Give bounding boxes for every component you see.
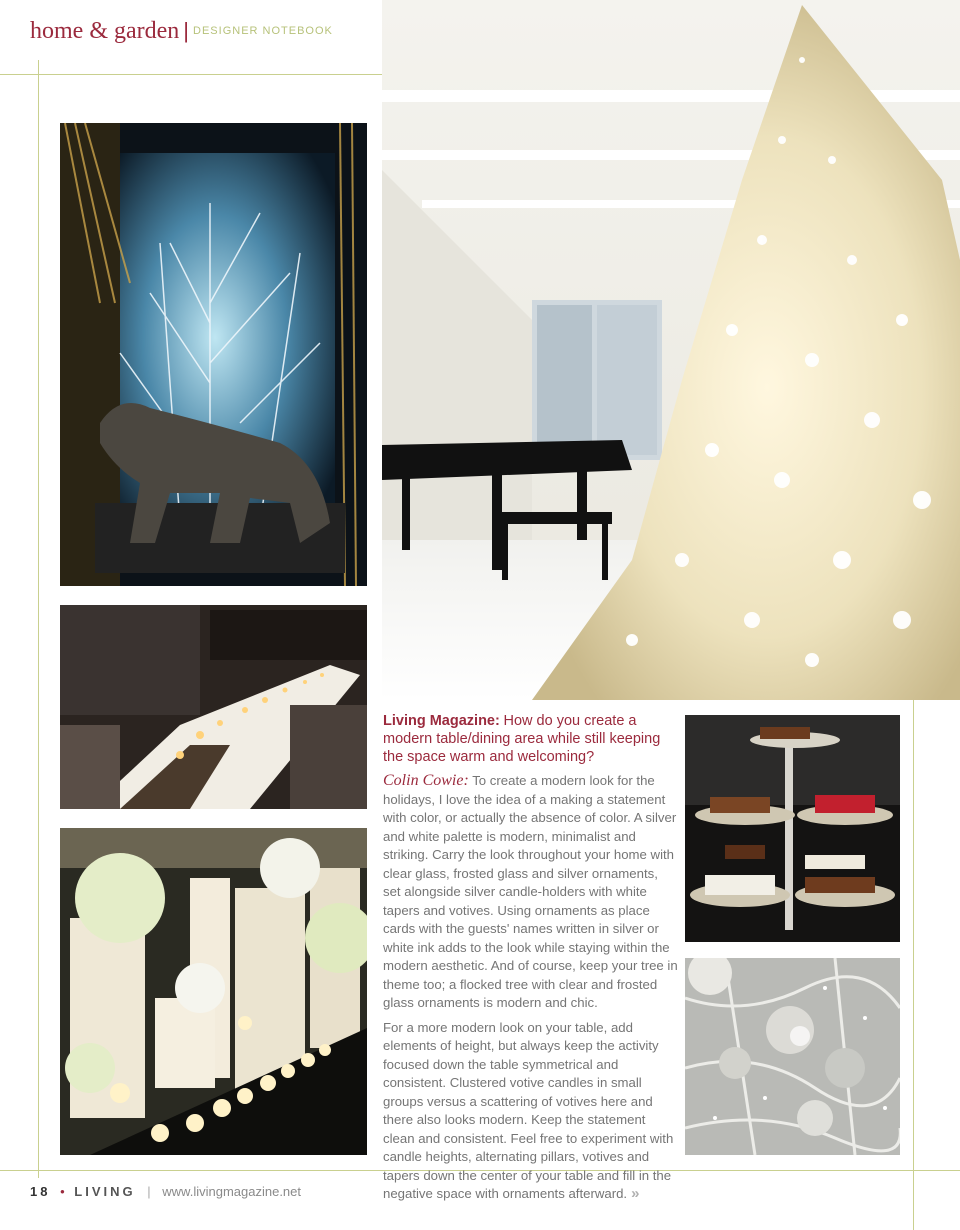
photo-christmas-tree-piano <box>382 0 960 700</box>
header-rule <box>0 74 382 75</box>
answer-paragraph-2 <box>383 1019 679 1204</box>
magazine-name: LIVING <box>74 1184 136 1199</box>
section-title: home & garden <box>30 18 180 44</box>
right-margin-rule <box>913 700 914 1230</box>
header-divider: | <box>183 18 190 43</box>
page-footer <box>30 1184 301 1199</box>
footer-separator: | <box>147 1184 151 1199</box>
photo-silver-ornaments <box>685 958 900 1155</box>
answer-text-2: For a more modern look on your table, add elements of height, but always keep the activity focused down the table symmetrical and consistent. Clustered votive candles in small groups versus a scattering of votives here and there also looks modern. Keep the statement clean and consistent. Feel free to experiment with candle heights, alternating pillars, votives and tapers down the center of your table and fill in the negative space with ornaments afterward. <box>383 1019 674 1201</box>
section-header <box>30 18 333 45</box>
answer-text-1: To create a modern look for the holidays, I love the idea of a making a statement with color, or actually the absence of color. A silver and white palette is modern, minimalist and striking. Carry the look throughout your home with clear glass, frosted glass and silver ornaments, set alongside silver candle-holders with white tapers and votives. Using ornaments as place cards with the guests' names written in silver or white ink adds to the look while staying within the modern aesthetic. And of course, keep your tree in theme too; a flocked tree with clear and frosted glass ornaments is modern and chic. <box>383 773 678 1010</box>
answer-paragraph-1 <box>383 772 679 1013</box>
photo-panther-sculpture <box>60 123 367 586</box>
interview-question <box>383 712 679 766</box>
continue-arrow-icon: » <box>631 1185 640 1202</box>
footer-bullet: • <box>60 1184 65 1199</box>
photo-flowers-votives <box>60 828 367 1155</box>
website-url: www.livingmagazine.net <box>162 1184 301 1199</box>
page-number: 18 <box>30 1184 51 1199</box>
photo-dessert-stand <box>685 715 900 942</box>
article-body <box>383 712 679 1210</box>
question-label: Living Magazine: <box>383 713 500 729</box>
question-text: How do you create a modern table/dining area while still keeping the space warm and welcoming? <box>383 713 661 765</box>
left-margin-rule <box>38 60 39 1178</box>
photo-dining-table <box>60 605 367 809</box>
speaker-name: Colin Cowie: <box>383 772 469 789</box>
section-subtitle: DESIGNER NOTEBOOK <box>193 25 333 37</box>
